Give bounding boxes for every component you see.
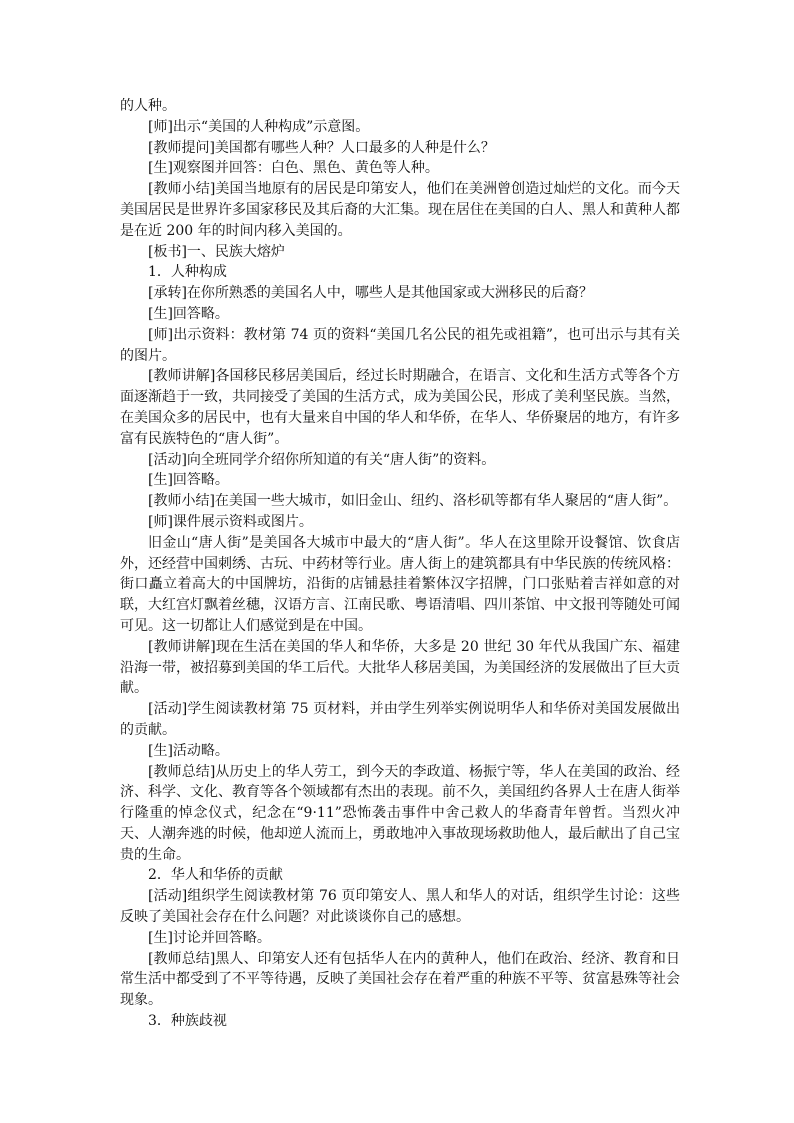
paragraph: [教师讲解]各国移民移居美国后，经过长时期融合，在语言、文化和生活方式等各个方面逐渐趋于一致，共同接受了美国的生活方式，成为美国公民，形成了美利坚民族。当然，在美国众多的居民中，也有大量来自中国的华人和华侨，在华人、华侨聚居的地方，有许多富有民族特色的“唐人街”。 — [120, 368, 680, 447]
paragraph: 的人种。 — [120, 98, 176, 114]
paragraph: [教师总结]从历史上的华人劳工，到今天的李政道、杨振宁等，华人在美国的政治、经济、科学、文化、教育等各个领域都有杰出的表现。前不久，美国纽约各界人士在唐人街举行隆重的悼念仪式，纪念在“9·11”恐怖袭击事件中舍己救人的华裔青年曾哲。当烈火冲天、人潮奔逃的时候，他却逆人流而上，勇敢地冲入事故现场救助他人，最后献出了自己宝贵的生命。 — [120, 763, 680, 863]
document-body — [120, 96, 680, 1032]
paragraph: [师]课件展示资料或图片。 — [148, 513, 313, 530]
paragraph: [教师小结]在美国一些大城市，如旧金山、纽约、洛杉矶等都有华人聚居的“唐人街”。 — [148, 493, 678, 510]
paragraph: [生]活动略。 — [148, 742, 229, 759]
paragraph: [承转]在你所熟悉的美国名人中，哪些人是其他国家或大洲移民的后裔？ — [148, 285, 593, 302]
paragraph: [活动]学生阅读教材第 75 页材料，并由学生列举实例说明华人和华侨对美国发展做出的贡献。 — [120, 701, 680, 738]
paragraph: [生]回答略。 — [148, 305, 229, 322]
section-heading: [板书]一、民族大熔炉 — [148, 243, 285, 260]
subsection-heading: 3．种族歧视 — [148, 1013, 227, 1030]
paragraph: [教师小结]美国当地原有的居民是印第安人，他们在美洲曾创造过灿烂的文化。而今天美国居民是世界许多国家移民及其后裔的大汇集。现在居住在美国的白人、黑人和黄种人都是在近 200 年的时间内移入美国的。 — [120, 181, 680, 239]
paragraph: [生]讨论并回答略。 — [148, 929, 271, 946]
paragraph: [活动]向全班同学介绍你所知道的有关“唐人街”的资料。 — [148, 451, 496, 468]
paragraph: [生]观察图并回答：白色、黑色、黄色等人种。 — [148, 160, 439, 177]
paragraph: 旧金山“唐人街”是美国各大城市中最大的“唐人街”。华人在这里除开设餐馆、饮食店外，还经营中国刺绣、古玩、中药材等行业。唐人街上的建筑都具有中华民族的传统风格：街口矗立着高大的中国牌坊，沿街的店铺悬挂着繁体汉字招牌，门口张贴着吉祥如意的对联，大红宫灯飘着丝穗，汉语方言、江南民歌、粤语清唱、四川茶馆、中文报刊等随处可闻可见。这一切都让人们感觉到是在中国。 — [120, 534, 680, 634]
paragraph: [教师讲解]现在生活在美国的华人和华侨，大多是 20 世纪 30 年代从我国广东、福建沿海一带，被招募到美国的华工后代。大批华人移居美国，为美国经济的发展做出了巨大贡献。 — [120, 638, 680, 697]
subsection-heading: 1．人种构成 — [148, 264, 227, 281]
subsection-heading: 2．华人和华侨的贡献 — [148, 867, 283, 884]
paragraph: [教师提问]美国都有哪些人种？人口最多的人种是什么？ — [148, 139, 495, 156]
paragraph: [活动]组织学生阅读教材第 76 页印第安人、黑人和华人的对话，组织学生讨论：这些反映了美国社会存在什么问题？对此谈谈你自己的感想。 — [120, 888, 680, 926]
paragraph: [教师总结]黑人、印第安人还有包括华人在内的黄种人，他们在政治、经济、教育和日常生活中都受到了不平等待遇，反映了美国社会存在着严重的种族不平等、贫富悬殊等社会现象。 — [120, 950, 680, 1009]
paragraph: [师]出示“美国的人种构成”示意图。 — [148, 118, 370, 135]
paragraph: [生]回答略。 — [148, 472, 229, 489]
paragraph: [师]出示资料：教材第 74 页的资料“美国几名公民的祖先或祖籍”，也可出示与其有关的图片。 — [120, 326, 680, 364]
